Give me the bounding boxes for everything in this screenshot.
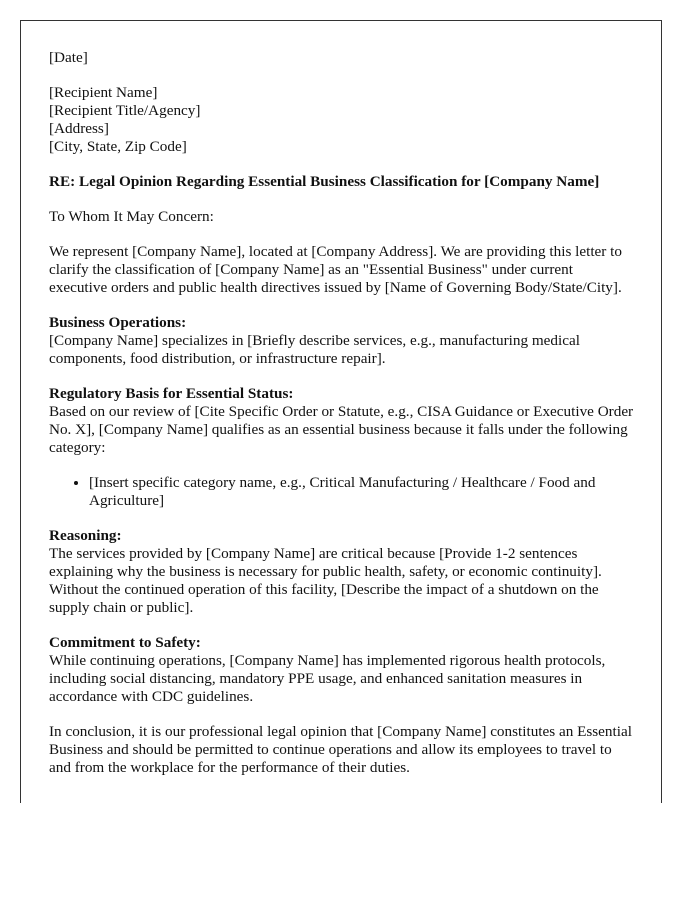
list-item: • [Insert specific category name, e.g., Critical Manufacturing / Healthcare / Food and Agriculture] (89, 474, 634, 510)
salutation: To Whom It May Concern: (49, 208, 214, 225)
section-body: While continuing operations, [Company Name] has implemented rigorous health protocols, including social distancing, mandatory PPE usage, and enhanced sanitation measures in accordance with CDC guidelines. (49, 652, 606, 705)
category-list (49, 474, 634, 510)
subject-line: RE: Legal Opinion Regarding Essential Business Classification for [Company Name] (49, 173, 600, 190)
section-heading: Regulatory Basis for Essential Status: (49, 385, 294, 402)
section-body: The services provided by [Company Name] are critical because [Provide 1-2 sentences explaining why the business is necessary for public health, safety, or economic continuity]. Without the continued operation of this facility, [Describe the impact of a shutdown on the supply chain or public]. (49, 545, 602, 616)
section-regulatory-basis (49, 385, 634, 457)
intro-paragraph: We represent [Company Name], located at [Company Address]. We are providing this letter to clarify the classification of [Company Name] as an "Essential Business" under current executive orders and public health directives issued by [Name of Governing Body/State/City]. (49, 243, 622, 296)
section-safety (49, 634, 634, 706)
recipient-city: [City, State, Zip Code] (49, 138, 187, 155)
recipient-block (49, 84, 634, 156)
recipient-title: [Recipient Title/Agency] (49, 102, 201, 119)
section-heading: Reasoning: (49, 527, 122, 544)
section-heading: Commitment to Safety: (49, 634, 201, 651)
section-heading: Business Operations: (49, 314, 187, 331)
recipient-name: [Recipient Name] (49, 84, 158, 101)
section-body: Based on our review of [Cite Specific Order or Statute, e.g., CISA Guidance or Executive Order No. X], [Company Name] qualifies as an essential business because it falls under the following category: (49, 403, 634, 456)
section-body: [Company Name] specializes in [Briefly describe services, e.g., manufacturing medical components, food distribution, or infrastructure repair]. (49, 332, 580, 367)
letter-page (20, 20, 662, 803)
section-reasoning (49, 527, 634, 617)
date: [Date] (49, 49, 88, 66)
recipient-address: [Address] (49, 120, 109, 137)
conclusion-paragraph: In conclusion, it is our professional legal opinion that [Company Name] constitutes an Essential Business and should be permitted to continue operations and allow its employees to travel to and from the workplace for the performance of their duties. (49, 723, 632, 776)
section-business-operations (49, 314, 634, 368)
